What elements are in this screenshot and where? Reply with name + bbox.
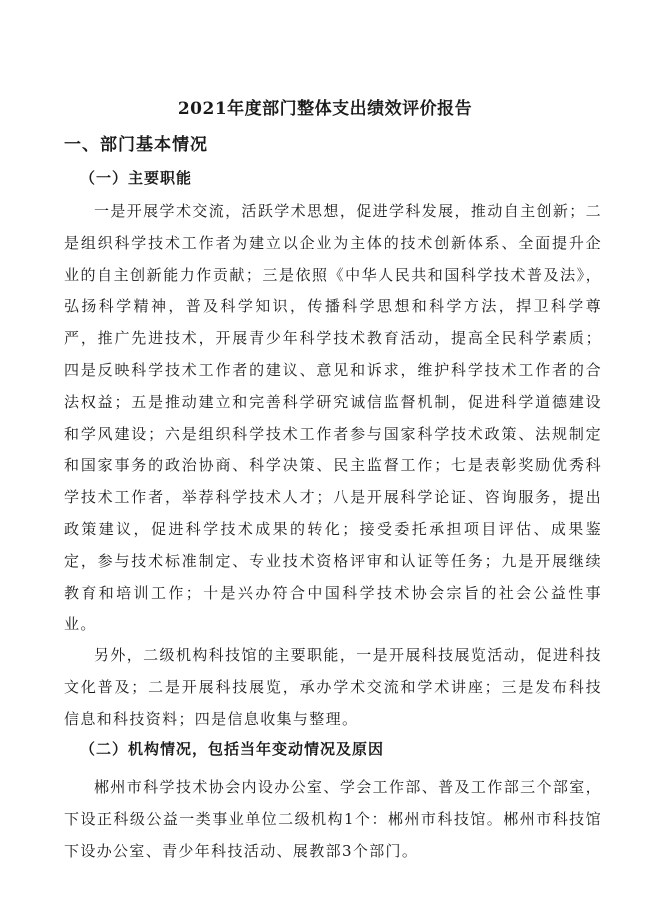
section-heading-basic-info: 一、部门基本情况 (64, 135, 208, 155)
paragraph-science-museum-functions: 另外，二级机构科技馆的主要职能，一是开展科技展览活动，促进科技文化普及；二是开展科技展览，承办学术交流和学术讲座；三是发布科技信息和科技资料；四是信息收集与整理。 (64, 646, 602, 728)
subsection-heading-main-functions: （一）主要职能 (80, 169, 193, 187)
subsection-heading-organization: （二）机构情况，包括当年变动情况及原因 (80, 740, 385, 758)
paragraph-organization: 郴州市科学技术协会内设办公室、学会工作部、普及工作部三个部室，下设正科级公益一类事业单位二级机构1个：郴州市科技馆。郴州市科技馆下设办公室、青少年科技活动、展教部3个部门。 (64, 778, 602, 860)
document-title: 2021年度部门整体支出绩效评价报告 (177, 99, 473, 119)
paragraph-main-functions: 一是开展学术交流，活跃学术思想，促进学科发展，推动自主创新；二是组织科学技术工作者为建立以企业为主体的技术创新体系、全面提升企业的自主创新能力作贡献；三是依照《中华人民共和国科学技术普及法》，弘扬科学精神，普及科学知识，传播科学思想和科学方法，捍卫科学尊严，推广先进技术，开展青少年科学技术教育活动，提高全民科学素质；四是反映科学技术工作者的建议、意见和诉求，维护科学技术工作者的合法权益；五是推动建立和完善科学研究诚信监督机制，促进科学道德建设和学风建设；六是组织科学技术工作者参与国家科学技术政策、法规制定和国家事务的政治协商、科学决策、民主监督工作；七是表彰奖励优秀科学技术工作者，举荐科学技术人才；八是开展科学论证、咨询服务，提出政策建议，促进科学技术成果的转化；接受委托承担项目评估、成果鉴定，参与技术标准制定、专业技术资格评审和认证等任务；九是开展继续教育和培训工作；十是兴办符合中国科学技术协会宗旨的社会公益性事业。 (64, 202, 602, 634)
